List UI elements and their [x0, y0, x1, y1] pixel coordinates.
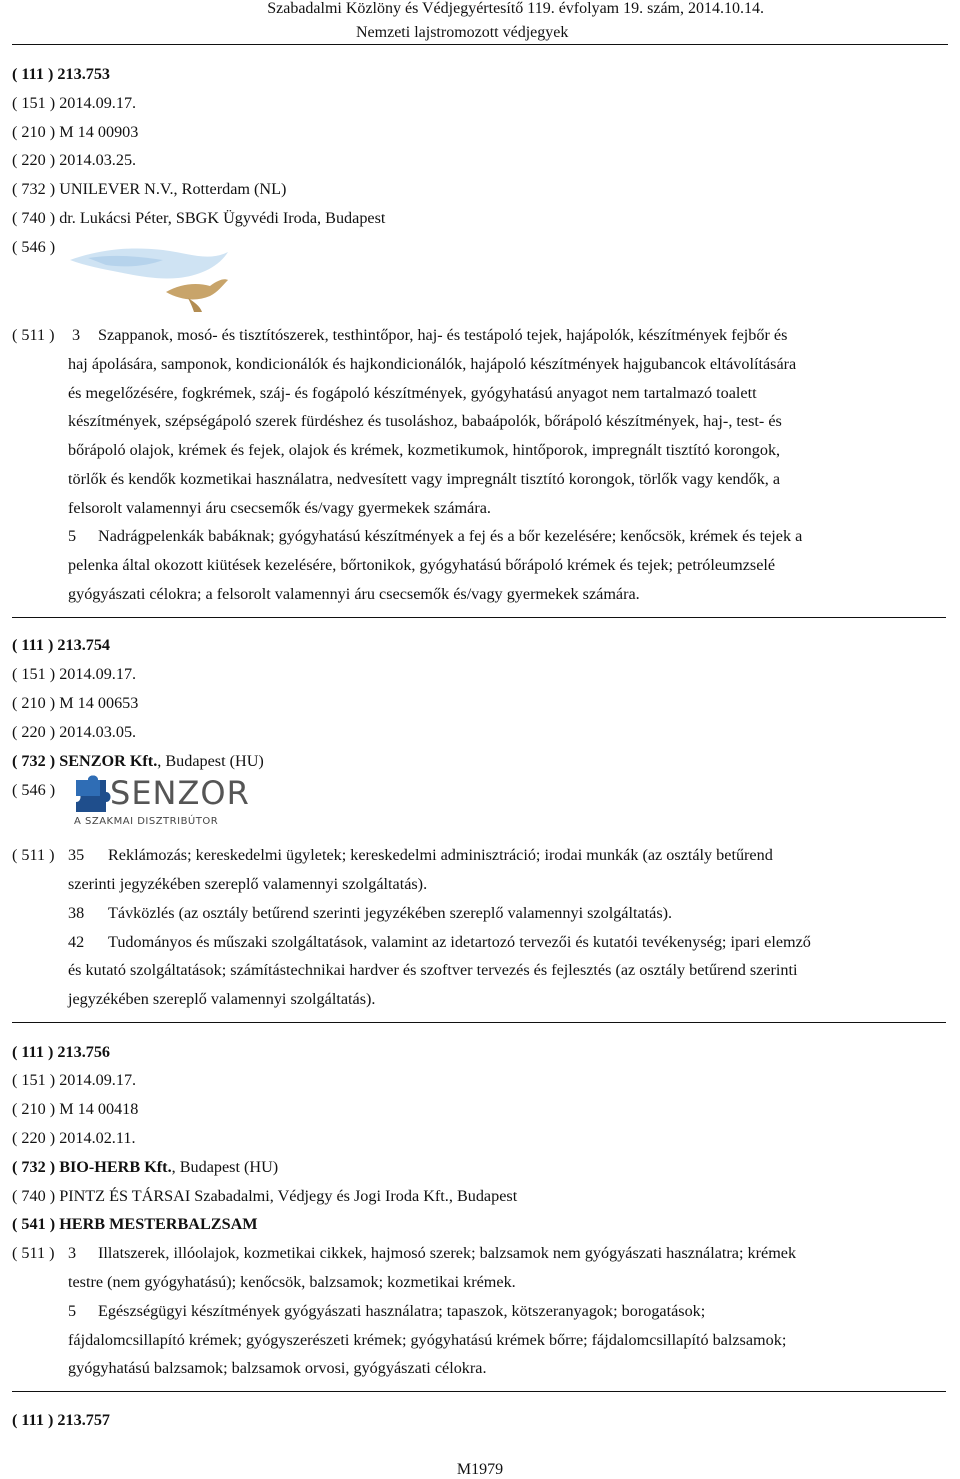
class-number: 38 — [68, 904, 85, 922]
field-546: ( 546 ) — [12, 238, 56, 256]
class-text-line: Szappanok, mosó- és tisztítószerek, testhintőpor, haj- és testápoló tejek, hajápolók, készítmények fejbőr és — [98, 326, 788, 344]
logo-wordmark: SENZOR — [110, 774, 250, 812]
class-text-line: szerinti jegyzékében szereplő valamennyi szolgáltatás). — [68, 875, 428, 893]
class-number: 3 — [68, 1244, 77, 1262]
field-220: ( 220 ) 2014.02.11. — [12, 1129, 136, 1147]
field-732: ( 732 ) UNILEVER N.V., Rotterdam (NL) — [12, 180, 287, 198]
owner-location: , Budapest (HU) — [157, 752, 264, 770]
field-151: ( 151 ) 2014.09.17. — [12, 665, 137, 683]
field-111: ( 111 ) 213.757 — [12, 1411, 111, 1429]
class-text-line: és megelőzésére, fogkrémek, száj- és fogápoló készítmények, gyógyhatású anyagot nem tartalmazó toalett — [68, 384, 757, 402]
page-header — [0, 0, 960, 45]
owner-location: , Budapest (HU) — [171, 1158, 279, 1176]
field-111: ( 111 ) 213.753 — [12, 65, 111, 83]
class-text-line: bőrápoló olajok, krémek és fejek, olajok és krémek, kozmetikumok, hintőporok, impregnált tisztító korongok, — [68, 441, 781, 459]
entry-separator — [12, 617, 946, 618]
class-text-line: felsorolt valamennyi áru csecsemők és/vagy gyermekek számára. — [68, 499, 491, 517]
field-511-label: ( 511 ) — [12, 326, 55, 344]
field-732 — [12, 751, 264, 771]
dove-logo-image — [68, 240, 238, 312]
field-511-label: ( 511 ) — [12, 846, 55, 864]
class-number: 35 — [68, 846, 85, 864]
field-220: ( 220 ) 2014.03.05. — [12, 723, 137, 741]
field-111: ( 111 ) 213.756 — [12, 1043, 111, 1061]
field-511-label: ( 511 ) — [12, 1244, 55, 1262]
class-text-line: Egészségügyi készítmények gyógyászati használatra; tapaszok, kötszeranyagok; borogatások; — [98, 1302, 706, 1320]
class-text-line: gyógyászati célokra; a felsorolt valamennyi áru csecsemők és/vagy gyermekek számára. — [68, 585, 640, 603]
puzzle-icon — [70, 770, 114, 816]
section-title: Nemzeti lajstromozott védjegyek — [356, 24, 569, 41]
owner-name: ( 732 ) SENZOR Kft. — [12, 752, 158, 770]
field-151: ( 151 ) 2014.09.17. — [12, 1071, 137, 1089]
class-text-line: fájdalomcsillapító krémek; gyógyszerészeti krémek; gyógyhatású krémek bőrre; fájdalomcsillapító balzsamok; — [68, 1331, 787, 1349]
class-text-line: gyógyhatású balzsamok; balzsamok orvosi, gyógyászati célokra. — [68, 1359, 487, 1377]
field-220: ( 220 ) 2014.03.25. — [12, 151, 137, 169]
field-740: ( 740 ) PINTZ ÉS TÁRSAI Szabadalmi, Védjegy és Jogi Iroda Kft., Budapest — [12, 1187, 518, 1205]
page-number: M1979 — [456, 1461, 504, 1478]
class-text-line: Távközlés (az osztály betűrend szerinti jegyzékében szereplő valamennyi szolgáltatás). — [108, 904, 673, 922]
logo-tagline: A SZAKMAI DISZTRIBÚTOR — [74, 816, 219, 827]
class-text-line: és kutató szolgáltatások; számítástechnikai hardver és szoftver tervezés és fejlesztés (az osztály betűrend szerinti — [68, 961, 798, 979]
class-text-line: készítmények, szépségápoló szerek fürdéshez és tusoláshoz, babaápolók, bőrápoló készítmények, haj-, test- és — [68, 412, 782, 430]
senzor-logo-image — [70, 770, 250, 832]
class-number: 5 — [68, 527, 77, 545]
header-rule — [12, 44, 948, 45]
field-151: ( 151 ) 2014.09.17. — [12, 94, 137, 112]
field-546: ( 546 ) — [12, 781, 56, 799]
owner-name: ( 732 ) BIO-HERB Kft. — [12, 1158, 172, 1176]
class-number: 42 — [68, 933, 85, 951]
field-740: ( 740 ) dr. Lukácsi Péter, SBGK Ügyvédi Iroda, Budapest — [12, 209, 386, 227]
class-text-line: jegyzékében szereplő valamennyi szolgáltatás). — [68, 990, 376, 1008]
class-number: 3 — [72, 326, 81, 344]
field-111: ( 111 ) 213.754 — [12, 636, 111, 654]
field-210: ( 210 ) M 14 00418 — [12, 1100, 139, 1118]
class-text-line: Illatszerek, illóolajok, kozmetikai cikkek, hajmosó szerek; balzsamok nem gyógyászati használatra; krémek — [98, 1244, 797, 1262]
class-number: 5 — [68, 1302, 77, 1320]
class-text-line: pelenka által okozott kiütések kezelésére, bőrtonikok, gyógyhatású bőrápoló krémek és tejek; petróleumzselé — [68, 556, 776, 574]
class-text-line: testre (nem gyógyhatású); kenőcsök, balzsamok; kozmetikai krémek. — [68, 1273, 516, 1291]
field-210: ( 210 ) M 14 00653 — [12, 694, 139, 712]
class-text-line: Tudományos és műszaki szolgáltatások, valamint az idetartozó tervezői és kutatói tevékenység; ipari elemző — [108, 933, 811, 951]
field-732 — [12, 1157, 278, 1177]
class-text-line: Nadrágpelenkák babáknak; gyógyhatású készítmények a fej és a bőr kezelésére; kenőcsök, krémek és tejek a — [98, 527, 803, 545]
field-541: ( 541 ) HERB MESTERBALZSAM — [12, 1215, 258, 1233]
entry-separator — [12, 1391, 946, 1392]
class-text-line: Reklámozás; kereskedelmi ügyletek; kereskedelmi adminisztráció; irodai munkák (az osztály betűrend — [108, 846, 773, 864]
entry-separator — [12, 1022, 946, 1023]
journal-title: Szabadalmi Közlöny és Védjegyértesítő 119. évfolyam 19. szám, 2014.10.14. — [267, 0, 764, 17]
class-text-line: törlők és kendők kozmetikai használatra, nedvesített vagy impregnált tisztító korongok, törlők vagy kendők, a — [68, 470, 781, 488]
field-210: ( 210 ) M 14 00903 — [12, 123, 139, 141]
class-text-line: haj ápolására, samponok, kondicionálók és hajkondicionálók, hajápoló készítmények hajgubancok eltávolítására — [68, 355, 797, 373]
